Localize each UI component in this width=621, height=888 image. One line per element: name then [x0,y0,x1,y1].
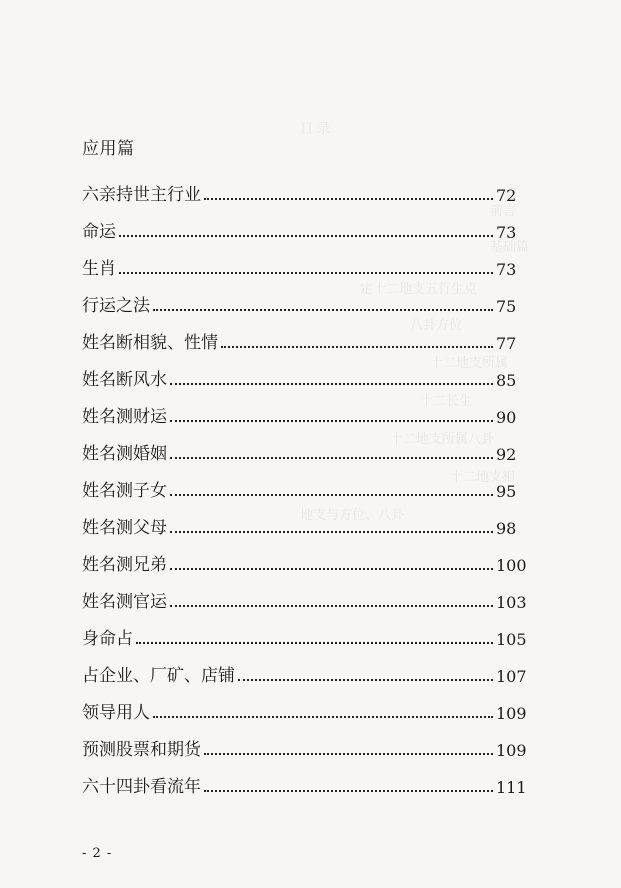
toc-entry-title: 身命占 [82,629,133,649]
dot-leader [119,235,493,237]
page-number: - 2 - [82,846,113,861]
toc-entry[interactable] [82,316,522,353]
dot-leader [119,272,493,274]
dot-leader [238,679,493,681]
toc-entry-page: 109 [496,741,527,760]
dot-leader [204,790,493,792]
toc-entry-title: 姓名断相貌、性情 [82,333,218,353]
table-of-contents [82,168,527,797]
toc-entry-page: 103 [496,593,527,612]
dot-leader [170,568,493,570]
toc-entry-page: 92 [496,445,517,464]
toc-entry-page: 73 [496,223,517,242]
toc-entry-page: 90 [496,408,517,427]
toc-entry[interactable] [82,649,527,686]
dot-leader [204,198,493,200]
toc-entry-title: 姓名测婚姻 [82,444,167,464]
toc-entry[interactable] [82,279,522,316]
toc-entry-title: 预测股票和期货 [82,740,201,760]
dot-leader [170,605,493,607]
toc-entry-page: 105 [496,630,527,649]
dot-leader [204,753,493,755]
toc-entry[interactable] [82,501,522,538]
toc-entry-page: 72 [496,186,517,205]
toc-entry-page: 111 [496,778,527,797]
toc-entry[interactable] [82,390,522,427]
toc-entry[interactable] [82,575,527,612]
toc-entry-page: 100 [496,556,527,575]
toc-entry-title: 姓名测财运 [82,407,167,427]
section-heading: 应用篇 [82,139,135,159]
toc-entry-page: 95 [496,482,517,501]
toc-entry[interactable] [82,612,527,649]
dot-leader [170,494,493,496]
toc-entry-title: 姓名断风水 [82,370,167,390]
dot-leader [136,642,493,644]
toc-entry[interactable] [82,205,522,242]
toc-entry[interactable] [82,427,522,464]
toc-entry-title: 六亲持世主行业 [82,185,201,205]
toc-entry-title: 姓名测官运 [82,592,167,612]
toc-entry-page: 77 [496,334,517,353]
toc-entry-title: 姓名测兄弟 [82,555,167,575]
toc-entry-title: 六十四卦看流年 [82,777,201,797]
toc-entry-page: 73 [496,260,517,279]
toc-entry-title: 领导用人 [82,703,150,723]
dot-leader [170,457,493,459]
toc-entry[interactable] [82,723,527,760]
toc-entry-title: 姓名测子女 [82,481,167,501]
toc-entry-title: 生肖 [82,259,116,279]
toc-entry-page: 107 [496,667,527,686]
toc-entry-page: 85 [496,371,517,390]
toc-entry-title: 姓名测父母 [82,518,167,538]
show-through-background: 目 录 前言 基础篇 定十二地支五行生克 八卦方位 十二地支所属 十二长生 十二地支所属八卦 十二地支相 地支与方位、八卦 [300,122,530,523]
toc-entry[interactable] [82,464,522,501]
toc-entry[interactable] [82,760,527,797]
dot-leader [170,531,493,533]
toc-entry[interactable] [82,353,522,390]
toc-entry-page: 98 [496,519,517,538]
dot-leader [170,420,493,422]
toc-entry-title: 行运之法 [82,296,150,316]
toc-entry-page: 109 [496,704,527,723]
dot-leader [153,716,493,718]
dot-leader [221,346,493,348]
toc-entry[interactable] [82,242,522,279]
dot-leader [170,383,493,385]
dot-leader [153,309,493,311]
toc-entry-title: 命运 [82,222,116,242]
toc-entry-page: 75 [496,297,517,316]
toc-entry[interactable] [82,168,522,205]
toc-entry[interactable] [82,538,527,575]
toc-entry[interactable] [82,686,527,723]
toc-entry-title: 占企业、厂矿、店铺 [82,666,235,686]
